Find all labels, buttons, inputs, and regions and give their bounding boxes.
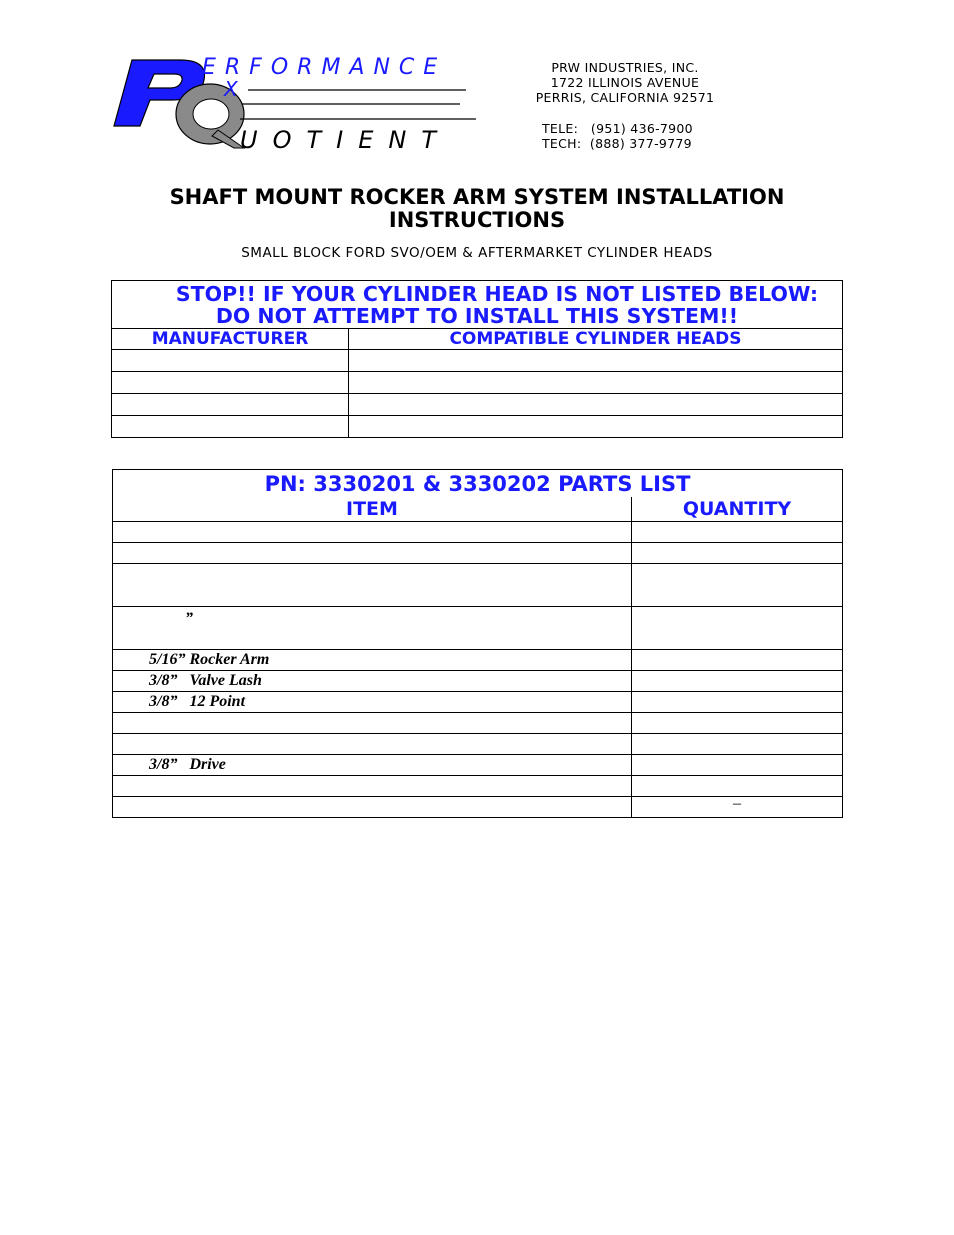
manufacturer-cell xyxy=(112,394,349,416)
table-row xyxy=(113,671,843,692)
qty-cell xyxy=(632,734,843,755)
warning-line-2: DO NOT ATTEMPT TO INSTALL THIS SYSTEM!! xyxy=(215,304,739,328)
item-header: ITEM xyxy=(113,497,632,522)
heads-cell xyxy=(349,372,843,394)
compatible-heads-header: COMPATIBLE CYLINDER HEADS xyxy=(349,329,843,350)
manufacturer-cell xyxy=(112,372,349,394)
item-cell xyxy=(113,776,632,797)
item-cell: 3/8” Drive xyxy=(113,755,632,776)
item-cell xyxy=(113,713,632,734)
table-row xyxy=(113,797,843,818)
title-line-2: INSTRUCTIONS xyxy=(388,208,566,232)
table-row xyxy=(113,692,843,713)
logo-performance-text: ERFORMANCE xyxy=(202,55,447,80)
company-info xyxy=(520,60,730,151)
title-line-1: SHAFT MOUNT ROCKER ARM SYSTEM INSTALLATION xyxy=(169,185,785,209)
table-row xyxy=(113,564,843,607)
quantity-header: QUANTITY xyxy=(632,497,843,522)
table-row xyxy=(113,713,843,734)
company-tele: TELE: (951) 436-7900 xyxy=(542,121,693,136)
table-row xyxy=(113,543,843,564)
item-cell: 3/8” Valve Lash xyxy=(113,671,632,692)
table-row xyxy=(112,394,843,416)
compatibility-table xyxy=(111,280,843,438)
table-row xyxy=(112,416,843,438)
item-cell xyxy=(113,543,632,564)
parts-list-table xyxy=(112,469,843,818)
company-tech: TECH: (888) 377-9779 xyxy=(542,136,692,151)
qty-cell xyxy=(632,543,843,564)
item-cell: ” xyxy=(113,607,632,650)
heads-cell xyxy=(349,416,843,438)
item-cell: 3/8” 12 Point xyxy=(113,692,632,713)
table-row xyxy=(112,350,843,372)
qty-cell xyxy=(632,564,843,607)
qty-cell xyxy=(632,713,843,734)
item-cell xyxy=(113,734,632,755)
manufacturer-header: MANUFACTURER xyxy=(112,329,349,350)
table-row xyxy=(112,372,843,394)
qty-cell xyxy=(632,650,843,671)
item-cell xyxy=(113,522,632,543)
parts-list-title: PN: 3330201 & 3330202 PARTS LIST xyxy=(113,470,843,498)
qty-cell xyxy=(632,755,843,776)
logo-quotient-text: UOTIENT xyxy=(240,126,451,154)
company-street: 1722 ILLINOIS AVENUE xyxy=(550,75,700,90)
qty-cell xyxy=(632,776,843,797)
table-row xyxy=(113,607,843,650)
manufacturer-cell xyxy=(112,350,349,372)
qty-cell xyxy=(632,692,843,713)
table-row xyxy=(113,755,843,776)
qty-cell xyxy=(632,522,843,543)
warning-line-1: STOP!! IF YOUR CYLINDER HEAD IS NOT LISTED BELOW: xyxy=(175,282,819,306)
logo-x-text: X xyxy=(224,77,238,101)
table-row xyxy=(113,734,843,755)
qty-cell xyxy=(632,671,843,692)
table-row xyxy=(113,776,843,797)
manufacturer-cell xyxy=(112,416,349,438)
performance-quotient-logo xyxy=(110,52,490,157)
item-cell: 5/16” Rocker Arm xyxy=(113,650,632,671)
qty-cell xyxy=(632,607,843,650)
document-title xyxy=(0,186,954,232)
company-city: PERRIS, CALIFORNIA 92571 xyxy=(535,90,715,105)
table-row xyxy=(113,650,843,671)
item-cell xyxy=(113,564,632,607)
warning-banner xyxy=(112,281,843,329)
table-row xyxy=(113,522,843,543)
item-cell xyxy=(113,797,632,818)
qty-cell: – xyxy=(632,797,843,818)
heads-cell xyxy=(349,350,843,372)
company-name: PRW INDUSTRIES, INC. xyxy=(551,60,699,75)
document-subtitle: SMALL BLOCK FORD SVO/OEM & AFTERMARKET CYLINDER HEADS xyxy=(241,245,713,261)
heads-cell xyxy=(349,394,843,416)
